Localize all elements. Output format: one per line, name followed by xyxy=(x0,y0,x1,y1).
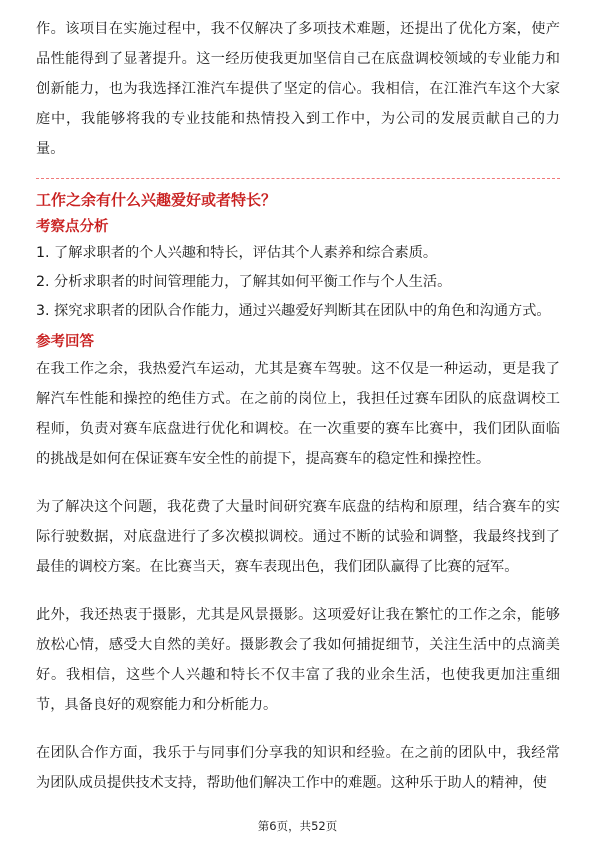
answer-paragraph-4: 在团队合作方面，我乐于与同事们分享我的知识和经验。在之前的团队中，我经常为团队成员提供技术支持，帮助他们解决工作中的难题。这种乐于助人的精神，使 xyxy=(36,745,560,791)
spacer xyxy=(36,720,560,738)
section-divider xyxy=(36,178,560,179)
analysis-item-2: 2. 分析求职者的时间管理能力，了解其如何平衡工作与个人生活。 xyxy=(36,274,452,290)
spacer xyxy=(36,474,560,492)
analysis-title: 考察点分析 xyxy=(36,219,109,235)
answer-paragraph-2: 为了解决这个问题，我花费了大量时间研究赛车底盘的结构和原理，结合赛车的实际行驶数据，对底盘进行了多次模拟调校。通过不断的试验和调整，我最终找到了最佳的调校方案。在比赛当天，赛车表现出色，我们团队赢得了比赛的冠军。 xyxy=(36,499,560,575)
spacer xyxy=(36,582,560,600)
answer-paragraph-1: 在我工作之余，我热爱汽车运动，尤其是赛车驾驶。这不仅是一种运动，更是我了解汽车性能和操控的绝佳方式。在之前的岗位上，我担任过赛车团队的底盘调校工程师，负责对赛车底盘进行优化和调校。在一次重要的赛车比赛中，我们团队面临的挑战是如何在保证赛车安全性的前提下，提高赛车的稳定性和操控性。 xyxy=(36,361,560,467)
answer-paragraph-3: 此外，我还热衷于摄影，尤其是风景摄影。这项爱好让我在繁忙的工作之余，能够放松心情，感受大自然的美好。摄影教会了我如何捕捉细节，关注生活中的点滴美好。我相信，这些个人兴趣和特长不仅丰富了我的业余生活，也使我更加注重细节，具备良好的观察能力和分析能力。 xyxy=(36,607,560,713)
answer-title: 参考回答 xyxy=(36,334,94,350)
question-heading: 工作之余有什么兴趣爱好或者特长？ xyxy=(36,191,277,209)
document-page xyxy=(36,14,560,798)
intro-paragraph: 作。该项目在实施过程中，我不仅解决了多项技术难题，还提出了优化方案，使产品性能得到了显著提升。这一经历使我更加坚信自己在底盘调校领域的专业能力和创新能力，也为我选择江淮汽车提供了坚定的信心。我相信，在江淮汽车这个大家庭中，我能够将我的专业技能和热情投入到工作中，为公司的发展贡献自己的力量。 xyxy=(36,21,560,157)
page-footer: 第6页，共52页 xyxy=(257,819,338,833)
spacer xyxy=(36,164,560,178)
analysis-item-3: 3. 探究求职者的团队合作能力，通过兴趣爱好判断其在团队中的角色和沟通方式。 xyxy=(36,303,551,319)
analysis-item-1: 1. 了解求职者的个人兴趣和特长，评估其个人素养和综合素质。 xyxy=(36,245,438,261)
